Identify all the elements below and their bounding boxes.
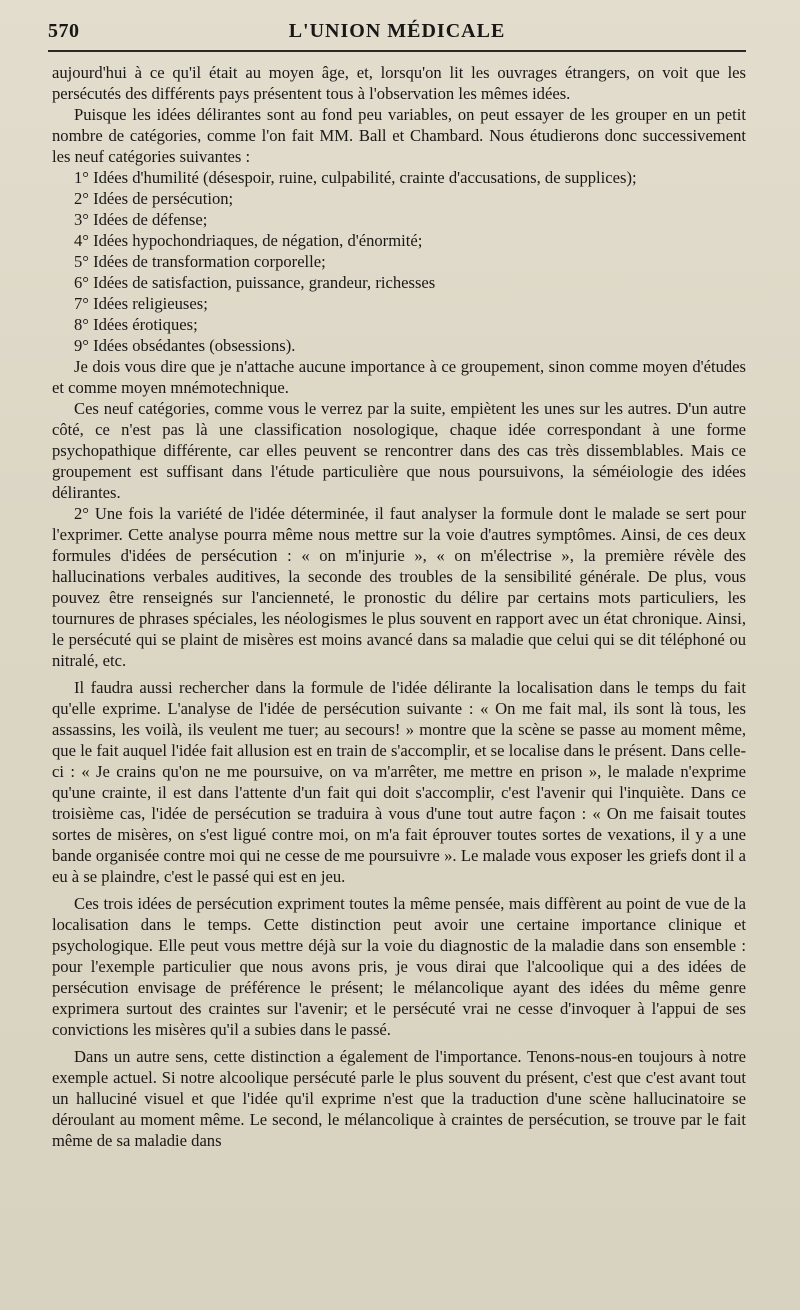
paragraph-3: Je dois vous dire que je n'attache aucune importance à ce groupement, sinon comme moyen d'études et comme moyen mnémotechnique.: [52, 357, 746, 397]
list-item: 3° Idées de défense;: [74, 210, 208, 229]
paragraph-6: Il faudra aussi rechercher dans la formule de l'idée délirante la localisation dans le temps du fait qu'elle exprime. L'analyse de l'idée de persécution suivante : « On me fait mal, ils sont là tous, les assassins, les voilà, ils veulent me tuer; au secours! » montre que la scène se passe au moment même, que le fait auquel l'idée fait allusion est en train de s'accomplir, et se localise dans le présent. Dans celle-ci : « Je crains qu'on ne me poursuive, on va m'arrêter, me mettre en prison », le malade n'exprime qu'une crainte, il est dans l'attente d'un fait qui doit s'accomplir, c'est l'avenir qui l'inquiète. Dans ce troisième cas, l'idée de persécution se traduira à vous d'une tout autre façon : « On me faisait toutes sortes de misères, on s'est ligué contre moi, on m'a fait éprouver toutes sortes de vexations, il y a une bande organisée contre moi qui ne cesse de me poursuivre ». Le malade vous exposer les griefs dont il a eu à se plaindre, c'est le passé qui est en jeu.: [52, 678, 746, 886]
list-item: 7° Idées religieuses;: [74, 294, 208, 313]
list-item: 5° Idées de transformation corporelle;: [74, 252, 326, 271]
paragraph-4: Ces neuf catégories, comme vous le verrez par la suite, empiètent les unes sur les autres. D'un autre côté, ce n'est pas là une classification nosologique, chaque idée correspondant à une forme psychopathique différente, car elles peuvent se rencontrer dans des cas très dissemblables. Mais ce groupement est suffisant dans l'étude particulière que nous poursuivons, la séméiologie des idées délirantes.: [52, 399, 746, 502]
paragraph-5: 2° Une fois la variété de l'idée déterminée, il faut analyser la formule dont le malade se sert pour l'exprimer. Cette analyse pourra même nous mettre sur la voie d'autres symptômes. Ainsi, de ces deux formules d'idées de persécution : « on m'injurie », « on m'électrise », la première révèle des hallucinations verbales auditives, la seconde des troubles de la sensibilité générale. De plus, vous pouvez être renseignés sur l'ancienneté, le pronostic du délire par certains mots particuliers, les tournures de phrases spéciales, les néologismes le plus souvent en rapport avec un état chronique. Ainsi, le persécuté qui se plaint de misères est moins avancé dans sa maladie que celui qui se dit téléphoné ou nitralé, etc.: [52, 504, 746, 670]
paragraph-2: Puisque les idées délirantes sont au fond peu variables, on peut essayer de les grouper en un petit nombre de catégories, comme l'on fait MM. Ball et Chambard. Nous étudierons donc successivement les neuf catégories suivantes :: [52, 105, 746, 166]
article-body: [52, 62, 746, 1151]
journal-title: L'UNION MÉDICALE: [288, 20, 506, 42]
list-item: 6° Idées de satisfaction, puissance, grandeur, richesses: [74, 273, 436, 292]
page-header: [48, 14, 746, 52]
paragraph-7: Ces trois idées de persécution expriment toutes la même pensée, mais diffèrent au point de vue de la localisation dans le temps. Cette distinction peut avoir une certaine importance clinique et psychologique. Elle peut vous mettre déjà sur la voie du diagnostic de la maladie dans son ensemble : pour l'exemple particulier que nous avons pris, je vous dirai que l'alcoolique qui a des idées de persécution envisage de préférence le présent; le mélancolique ayant des idées du même genre exprimera surtout des craintes sur l'avenir; et le persécuté vrai ne cesse d'invoquer à l'appui de ses convictions les misères qu'il a subies dans le passé.: [52, 894, 746, 1039]
category-list: [52, 167, 746, 356]
page-number: 570: [48, 20, 80, 42]
list-item: 9° Idées obsédantes (obsessions).: [74, 336, 296, 355]
list-item: 8° Idées érotiques;: [74, 315, 198, 334]
list-item: 4° Idées hypochondriaques, de négation, d'énormité;: [74, 231, 423, 250]
list-item: 2° Idées de persécution;: [74, 189, 234, 208]
paragraph-8: Dans un autre sens, cette distinction a également de l'importance. Tenons-nous-en toujours à notre exemple actuel. Si notre alcoolique persécuté parle le plus souvent du présent, c'est que c'est avant tout un halluciné visuel et que l'idée qu'il exprime n'est que la traduction d'une scène hallucinatoire se déroulant au moment même. Le second, le mélancolique à craintes de persécution, se trouve par le fait même de sa maladie dans: [52, 1047, 746, 1150]
paragraph-1: aujourd'hui à ce qu'il était au moyen âge, et, lorsqu'on lit les ouvrages étrangers, on voit que les persécutés des différents pays présentent tous à l'observation les mêmes idées.: [52, 63, 746, 103]
list-item: 1° Idées d'humilité (désespoir, ruine, culpabilité, crainte d'accusations, de supplices);: [74, 168, 637, 187]
